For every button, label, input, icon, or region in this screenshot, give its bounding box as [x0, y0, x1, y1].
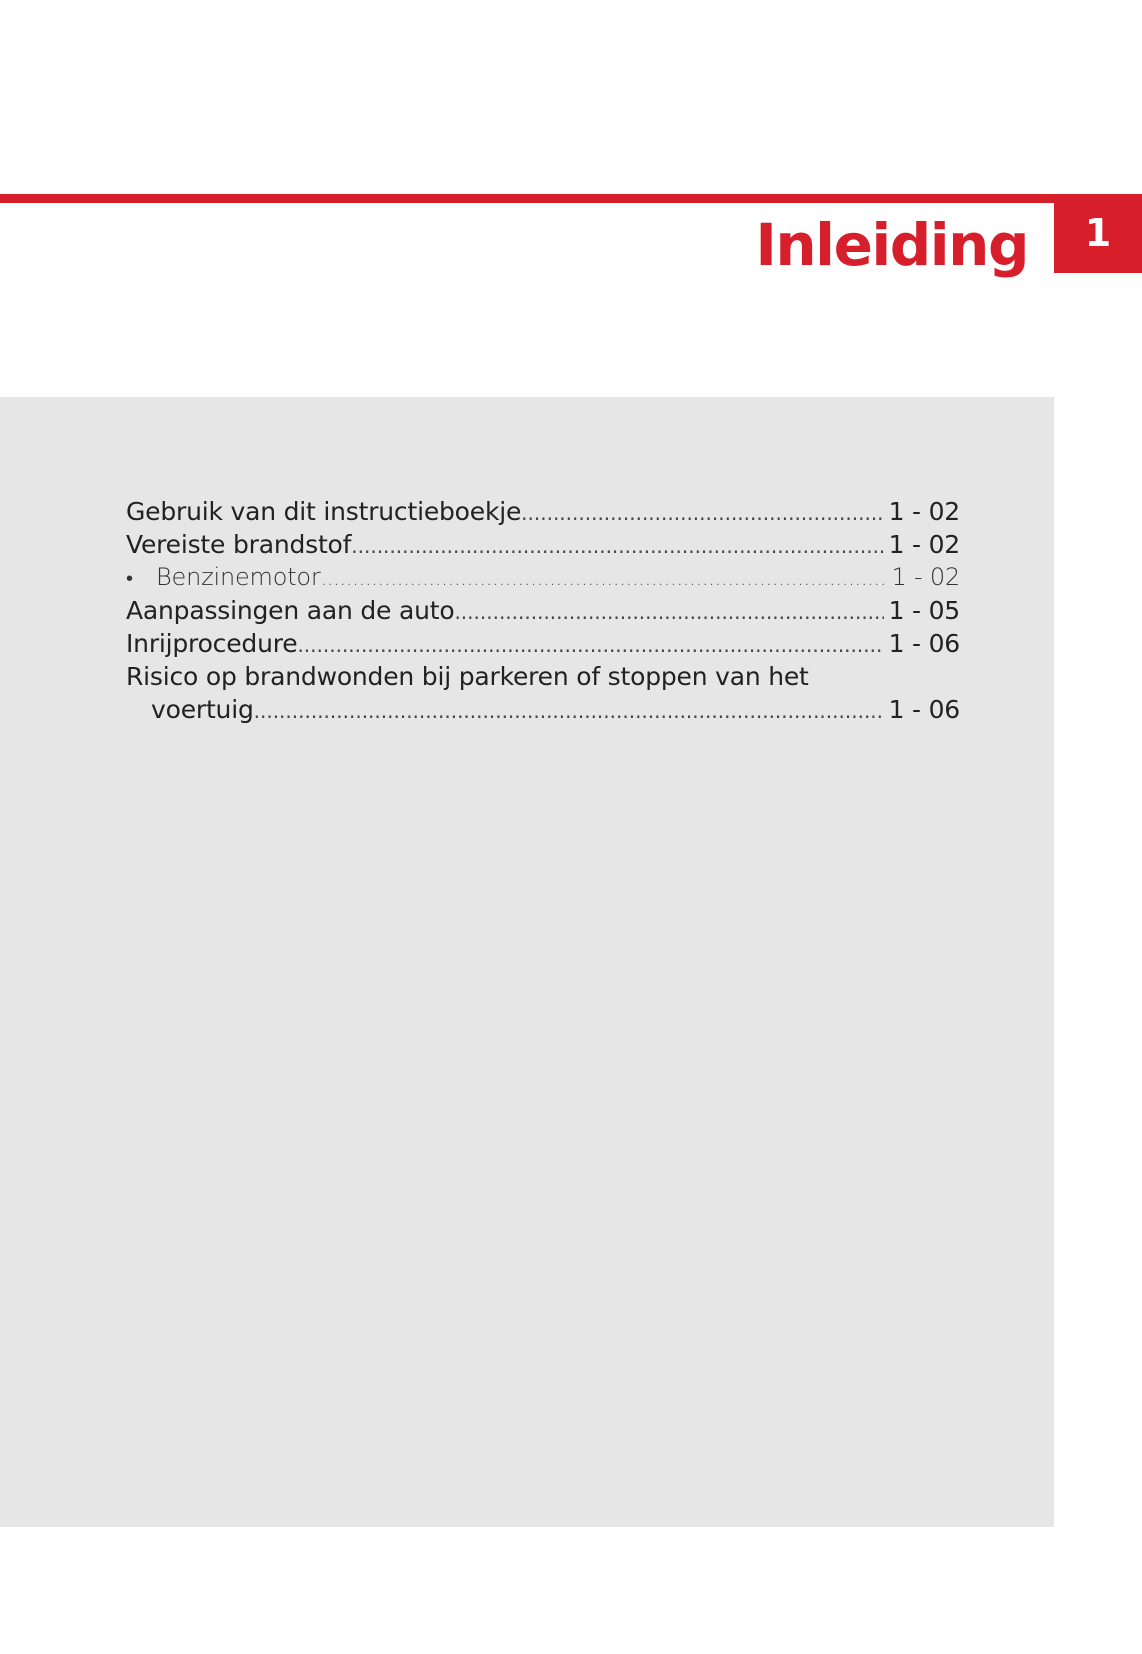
dot-leader: [454, 596, 883, 629]
dot-leader: [297, 629, 883, 662]
toc-page-number: 1 - 02: [891, 563, 960, 591]
chapter-title: Inleiding: [755, 211, 1028, 279]
dot-leader: [521, 497, 883, 530]
chapter-number-tab: 1: [1054, 194, 1142, 273]
dot-leader: [321, 562, 887, 595]
toc-page-number: 1 - 06: [888, 695, 960, 724]
toc-entry-aanpassingen-aan-de-auto[interactable]: [126, 594, 960, 627]
dot-leader: [254, 695, 884, 728]
toc-entry-inrijprocedure[interactable]: [126, 627, 960, 660]
toc-page-number: 1 - 02: [888, 497, 960, 526]
toc-entry-title: Inrijprocedure: [126, 629, 298, 658]
toc-page-number: 1 - 05: [888, 596, 960, 625]
toc-entry-title: Gebruik van dit instructieboekje: [126, 497, 522, 526]
toc-entry-title: Vereiste brandstof: [126, 530, 352, 559]
bullet-icon: •: [126, 566, 133, 590]
toc-page-number: 1 - 06: [888, 629, 960, 658]
toc-entry-title: Risico op brandwonden bij parkeren of stoppen van het: [126, 662, 809, 691]
dot-leader: [351, 530, 883, 563]
toc-entry-gebruik-van-dit-instructieboekje[interactable]: [126, 495, 960, 528]
chapter-header-rule: [0, 194, 1142, 203]
toc-entry-title: Benzinemotor: [156, 563, 321, 591]
toc-entry-risico-op-brandwonden-line-1[interactable]: [126, 660, 960, 693]
toc-page-number: 1 - 02: [888, 530, 960, 559]
table-of-contents: [126, 495, 960, 726]
toc-entry-title-continuation: voertuig: [151, 695, 254, 724]
toc-subentry-benzinemotor[interactable]: [126, 561, 960, 594]
toc-entry-risico-op-brandwonden-line-2[interactable]: [126, 693, 960, 726]
toc-entry-vereiste-brandstof[interactable]: [126, 528, 960, 561]
toc-entry-title: Aanpassingen aan de auto: [126, 596, 455, 625]
table-of-contents-panel: [0, 397, 1054, 1527]
